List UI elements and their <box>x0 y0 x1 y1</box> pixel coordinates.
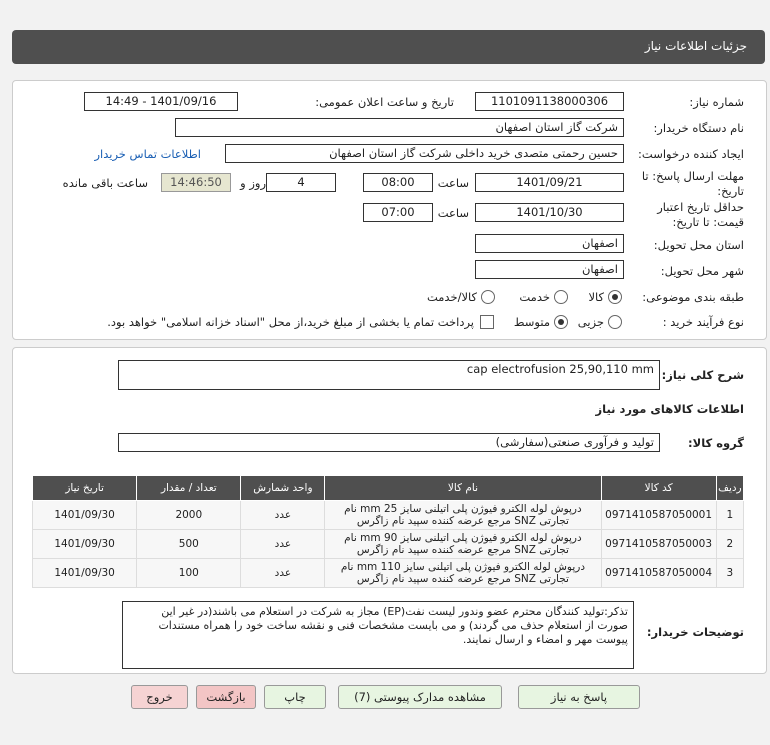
creator-field: حسین رحمتی متصدی خرید داخلی شرکت گاز استان اصفهان <box>225 144 624 163</box>
item-code: 0971410587050001 <box>601 501 716 530</box>
remaining-label: ساعت باقی مانده <box>62 176 148 190</box>
items-table <box>32 475 744 588</box>
announce-label: تاریخ و ساعت اعلان عمومی: <box>315 95 454 109</box>
province-field: اصفهان <box>475 234 624 253</box>
notes-label: توضیحات خریدار: <box>646 625 744 639</box>
table-row <box>33 501 744 530</box>
validity-time-label: ساعت <box>437 206 469 220</box>
deadline-time-label: ساعت <box>437 176 469 190</box>
process-minor-radio[interactable] <box>608 315 622 329</box>
category-service-label: خدمت <box>519 290 550 304</box>
process-minor-label: جزیی <box>577 315 604 329</box>
payment-note: پرداخت تمام یا بخشی از مبلغ خرید،از محل "اسناد خزانه اسلامی" خواهد بود. <box>107 315 474 329</box>
row-number: 2 <box>716 530 743 559</box>
item-date: 1401/09/30 <box>33 530 137 559</box>
contact-buyer-link[interactable]: اطلاعات تماس خریدار <box>94 147 201 161</box>
announce-field: 1401/09/16 - 14:49 <box>84 92 238 111</box>
items-title: اطلاعات کالاهای مورد نیاز <box>595 402 744 416</box>
item-name: درپوش لوله الکترو فیوژن پلی اتیلنی سایز 90 mm نام تجارتی SNZ مرجع عرضه کننده سپید نام زاگرس <box>325 530 601 559</box>
group-label: گروه کالا: <box>688 436 744 450</box>
process-medium-radio[interactable] <box>554 315 568 329</box>
category-service-radio[interactable] <box>554 290 568 304</box>
days-field: 4 <box>266 173 336 192</box>
item-name: درپوش لوله الکترو فیوژن پلی اتیلنی سایز 25 mm نام تجارتی SNZ مرجع عرضه کننده سپید نام زاگرس <box>325 501 601 530</box>
item-unit: عدد <box>241 530 325 559</box>
process-medium-label: متوسط <box>513 315 550 329</box>
category-both-label: کالا/خدمت <box>426 290 477 304</box>
item-unit: عدد <box>241 559 325 588</box>
validity-time-field: 07:00 <box>363 203 433 222</box>
deadline-label: مهلت ارسال پاسخ: تا <box>641 169 744 183</box>
print-button[interactable]: چاپ <box>264 685 326 709</box>
buyer-org-label: نام دستگاه خریدار: <box>653 121 744 135</box>
col-row: ردیف <box>716 476 743 501</box>
details-panel <box>12 80 767 340</box>
item-qty: 100 <box>137 559 241 588</box>
page-title: جزئیات اطلاعات نیاز <box>644 39 747 53</box>
col-date: تاریخ نیاز <box>33 476 137 501</box>
category-goods-label: کالا <box>588 290 604 304</box>
item-code: 0971410587050004 <box>601 559 716 588</box>
col-qty: تعداد / مقدار <box>137 476 241 501</box>
deadline-label-2: تاریخ: <box>717 184 744 198</box>
validity-label-2: قیمت: تا تاریخ: <box>672 215 744 229</box>
reply-button[interactable]: پاسخ به نیاز <box>518 685 640 709</box>
row-number: 1 <box>716 501 743 530</box>
attachments-button[interactable]: مشاهده مدارک پیوستی (7) <box>338 685 502 709</box>
col-name: نام کالا <box>325 476 601 501</box>
validity-date-field: 1401/10/30 <box>475 203 624 222</box>
table-row <box>33 530 744 559</box>
table-row <box>33 559 744 588</box>
days-label: روز و <box>240 176 266 190</box>
desc-field: cap electrofusion 25,90,110 mm <box>118 360 660 390</box>
buyer-org-field: شرکت گاز استان اصفهان <box>175 118 624 137</box>
deadline-date-field: 1401/09/21 <box>475 173 624 192</box>
item-date: 1401/09/30 <box>33 501 137 530</box>
back-button[interactable]: بازگشت <box>196 685 256 709</box>
col-code: کد کالا <box>601 476 716 501</box>
validity-label: حداقل تاریخ اعتبار <box>657 200 744 214</box>
treasury-checkbox[interactable] <box>480 315 494 329</box>
item-qty: 2000 <box>137 501 241 530</box>
remaining-time-field: 14:46:50 <box>161 173 231 192</box>
need-no-label: شماره نیاز: <box>689 95 744 109</box>
item-code: 0971410587050003 <box>601 530 716 559</box>
item-qty: 500 <box>137 530 241 559</box>
row-number: 3 <box>716 559 743 588</box>
notes-field: تذکر:تولید کنندگان محترم عضو وندور لیست نفت(EP) مجاز به شرکت در استعلام می باشند(در غیر این صورت از استعلام حذف می گردند) و می بایست مشخصات فنی و نقشه ساخت خود را همراه مستندات پیوست مهر و امضاء و ارسال نمایند. <box>122 601 634 669</box>
deadline-time-field: 08:00 <box>363 173 433 192</box>
city-field: اصفهان <box>475 260 624 279</box>
group-field: تولید و فرآوری صنعتی(سفارشی) <box>118 433 660 452</box>
items-panel <box>12 347 767 674</box>
category-both-radio[interactable] <box>481 290 495 304</box>
desc-label: شرح کلی نیاز: <box>661 368 744 382</box>
need-no-field: 1101091138000306 <box>475 92 624 111</box>
col-unit: واحد شمارش <box>241 476 325 501</box>
city-label: شهر محل تحویل: <box>660 264 744 278</box>
category-goods-radio[interactable] <box>608 290 622 304</box>
province-label: استان محل تحویل: <box>653 238 744 252</box>
page-header <box>12 30 765 64</box>
process-label: نوع فرآیند خرید : <box>662 315 744 329</box>
item-date: 1401/09/30 <box>33 559 137 588</box>
item-unit: عدد <box>241 501 325 530</box>
category-label: طبقه بندی موضوعی: <box>642 290 744 304</box>
exit-button[interactable]: خروج <box>131 685 188 709</box>
item-name: درپوش لوله الکترو فیوژن پلی اتیلنی سایز 110 mm نام تجارتی SNZ مرجع عرضه کننده سپید نام زاگرس <box>325 559 601 588</box>
creator-label: ایجاد کننده درخواست: <box>638 147 744 161</box>
